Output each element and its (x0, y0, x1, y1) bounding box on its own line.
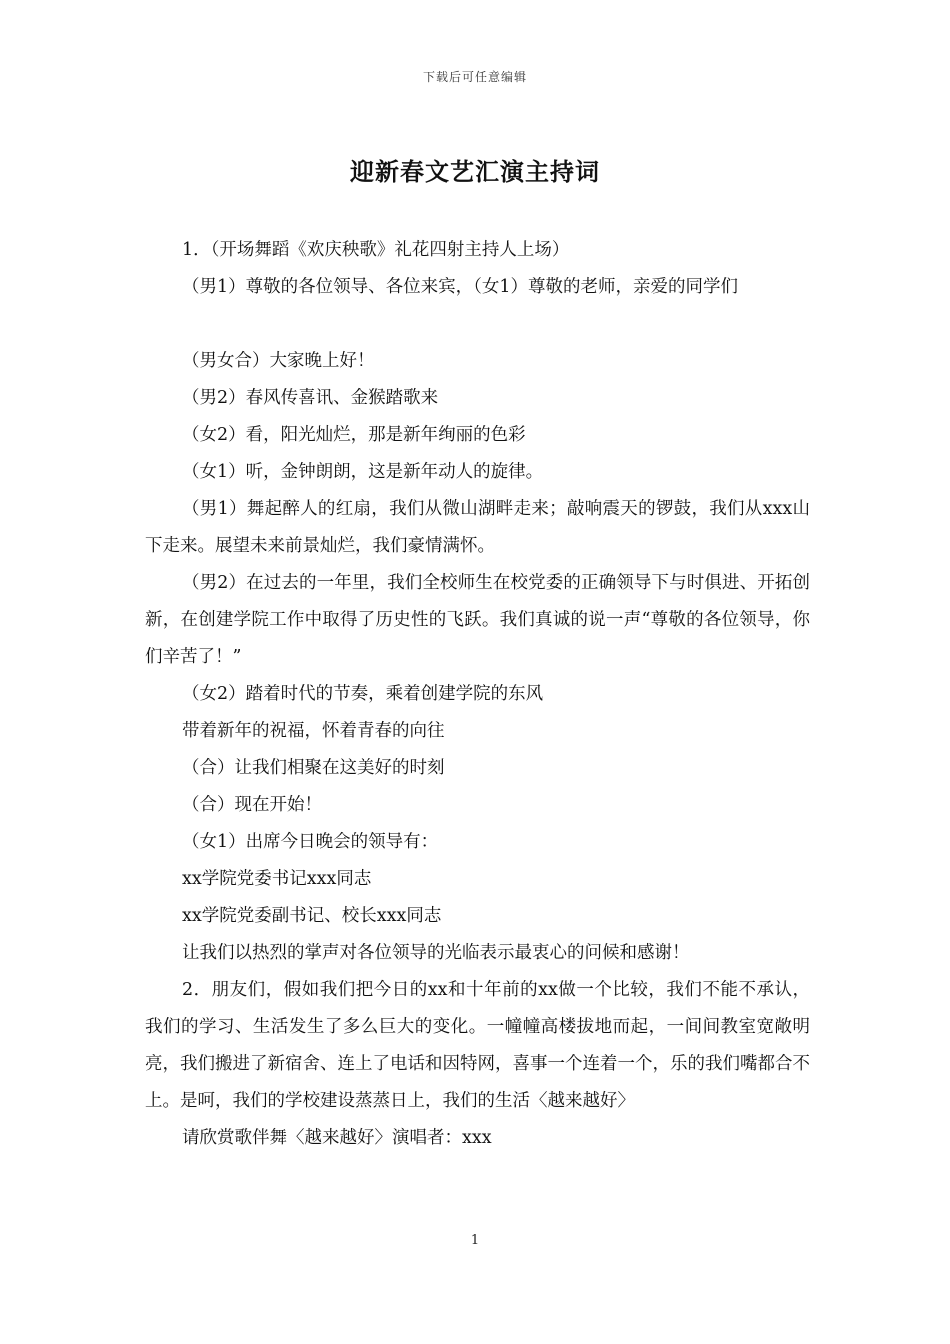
blank-line (145, 306, 810, 343)
paragraph-leader-1: xx学院党委书记xxx同志 (182, 869, 372, 889)
paragraph-together-1: （合）让我们相聚在这美好的时刻 (182, 758, 445, 778)
page-number: 1 (470, 1233, 480, 1248)
paragraph-male2-speech: （男2）在过去的一年里，我们全校师生在校党委的正确领导下与时俱进、开拓创新，在创建学院工作中取得了历史性的飞跃。我们真诚的说一声“尊敬的各位领导，你们辛苦了！” (145, 573, 810, 667)
paragraph-applause: 让我们以热烈的掌声对各位领导的光临表示最衷心的问候和感谢！ (182, 943, 690, 963)
paragraph-section-2: 2．朋友们，假如我们把今日的xx和十年前的xx做一个比较，我们不能不承认，我们的学习、生活发生了多么巨大的变化。一幢幢高楼拔地而起，一间间教室宽敞明亮，我们搬进了新宿舍、连上了电话和因特网，喜事一个连着一个，乐的我们嘴都合不上。是呵，我们的学校建设蒸蒸日上，我们的生活〈越来越好〉 (145, 980, 810, 1111)
paragraph-greeting-2: （男女合）大家晚上好！ (182, 351, 375, 371)
paragraph-male2-line: （男2）春风传喜讯、金猴踏歌来 (182, 388, 439, 408)
paragraph-leaders-intro: （女1）出席今日晚会的领导有： (182, 832, 439, 852)
paragraph-female2-line: （女2）看，阳光灿烂，那是新年绚丽的色彩 (182, 425, 526, 445)
document-title: 迎新春文艺汇演主持词 (350, 157, 600, 186)
paragraph-female2-speech: （女2）踏着时代的节奏，乘着创建学院的东风 (182, 684, 544, 704)
paragraph-together-2: （合）现在开始！ (182, 795, 322, 815)
paragraph-blessing: 带着新年的祝福，怀着青春的向往 (182, 721, 445, 741)
document-body (145, 232, 810, 1157)
paragraph-performance-intro: 请欣赏歌伴舞〈越来越好〉演唱者：xxx (182, 1128, 492, 1148)
paragraph-opening-cue: 1．（开场舞蹈《欢庆秧歌》礼花四射主持人上场） (182, 240, 570, 260)
paragraph-female1-line: （女1）听，金钟朗朗，这是新年动人的旋律。 (182, 462, 544, 482)
paragraph-greeting-1: （男1）尊敬的各位领导、各位来宾，（女1）尊敬的老师，亲爱的同学们 (182, 277, 739, 297)
page-header-note: 下载后可任意编辑 (422, 70, 527, 84)
paragraph-leader-2: xx学院党委副书记、校长xxx同志 (182, 906, 442, 926)
paragraph-male1-speech: （男1）舞起醉人的红扇，我们从微山湖畔走来；敲响震天的锣鼓，我们从xxx山下走来。展望未来前景灿烂，我们豪情满怀。 (145, 499, 810, 556)
